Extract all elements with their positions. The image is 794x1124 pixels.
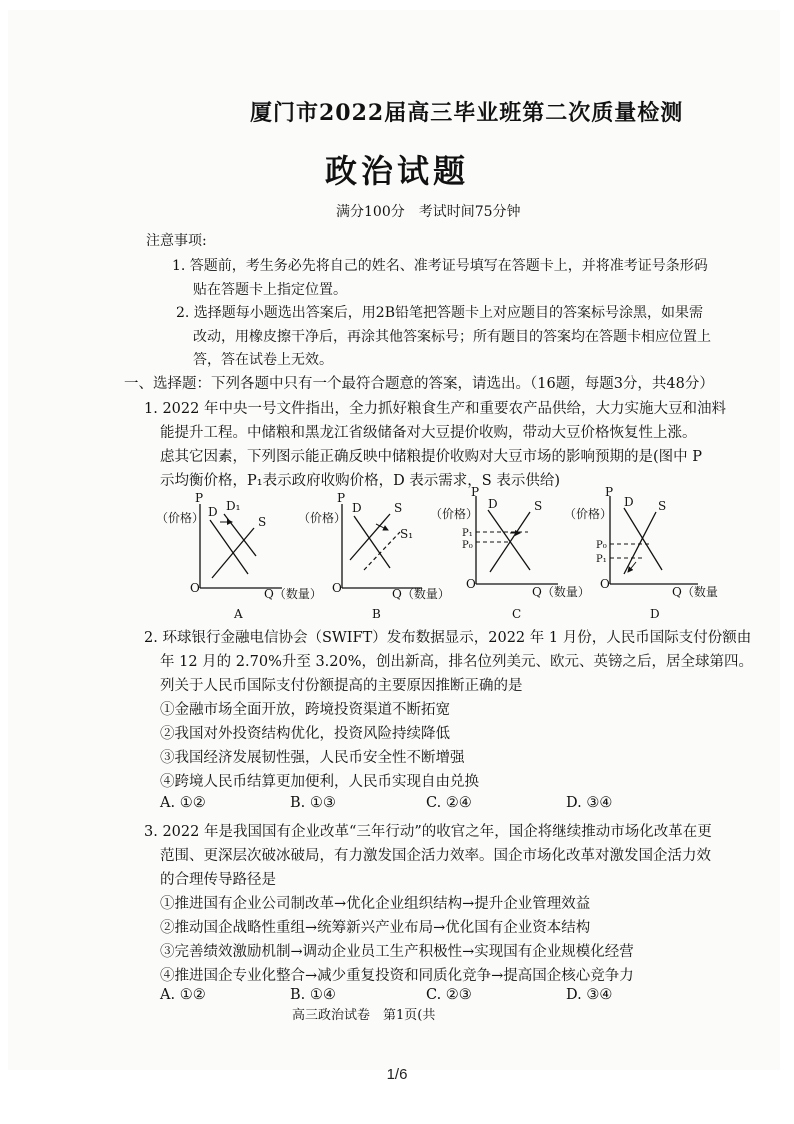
graph-b-origin: O xyxy=(332,581,342,595)
q2-choice-a: A. ①② xyxy=(160,795,206,811)
q3-option-3: ③完善绩效激励机制→调动企业员工生产积极性→实现国有企业规模化经营 xyxy=(160,944,634,960)
graph-d xyxy=(564,485,718,621)
graph-d-price-label: （价格） xyxy=(564,507,613,521)
graph-a-d1-label: D₁ xyxy=(226,499,241,513)
page-footer: 高三政治试卷 第1页(共 xyxy=(292,1008,436,1023)
q2-choice-d: D. ③④ xyxy=(566,795,613,811)
q3-choice-b: B. ①④ xyxy=(290,987,336,1003)
graph-a-s-label: S xyxy=(258,515,267,529)
graph-d-letter: D xyxy=(650,607,660,621)
graph-a-d-label: D xyxy=(208,505,218,519)
graph-c-d-label: D xyxy=(488,497,498,511)
graph-a-p-label: P xyxy=(195,491,204,505)
notice-item-2-line-3: 答，答在试卷上无效。 xyxy=(193,352,333,368)
graph-d-d-label: D xyxy=(624,495,634,509)
q1-line-4: 示均衡价格，P₁表示政府收购价格，D 表示需求，S 表示供给) xyxy=(160,473,561,489)
subject-title: 政治试题 xyxy=(324,152,469,190)
q3-line-2: 范围、更深层次破冰破局，有力激发国企活力效率。国企市场化改革对激发国企活力效 xyxy=(160,848,711,864)
graph-c-p-label: P xyxy=(471,485,480,499)
q2-line-1: 2. 环球银行金融电信协会（SWIFT）发布数据显示，2022 年 1 月份，人民币国际支付份额由 xyxy=(144,630,752,646)
graph-d-s-label: S xyxy=(658,499,667,513)
q2-option-1: ①金融市场全面开放，跨境投资渠道不断拓宽 xyxy=(160,702,450,718)
graph-b-p-label: P xyxy=(337,491,346,505)
section-heading: 一、选择题：下列各题中只有一个最符合题意的答案，请选出。（16题，每题3分，共48分） xyxy=(124,376,714,392)
graph-c-demand-curve xyxy=(488,510,530,570)
q3-choice-d: D. ③④ xyxy=(566,987,613,1003)
q3-option-2: ②推动国企战略性重组→统筹新兴产业布局→优化国有企业资本结构 xyxy=(160,920,591,936)
graph-a-demand-shifted-curve xyxy=(224,514,256,556)
graph-b-letter: B xyxy=(372,607,381,621)
graph-a-price-label: （价格） xyxy=(156,511,205,525)
exam-meta: 满分100分 考试时间75分钟 xyxy=(336,204,521,220)
graph-b-s1-label: S₁ xyxy=(400,527,414,541)
graph-b-shift-arrow xyxy=(376,524,388,530)
q2-choice-b: B. ①③ xyxy=(290,795,336,811)
graph-d-p-label: P xyxy=(605,485,614,499)
q1-line-3: 虑其它因素，下列图示能正确反映中储粮提价收购对大豆市场的影响预期的是(图中 P xyxy=(160,449,703,465)
graph-a-origin: O xyxy=(190,581,200,595)
notice-heading: 注意事项: xyxy=(146,233,207,249)
q3-line-1: 3. 2022 年是我国国有企业改革“三年行动”的收官之年，国企将继续推动市场化改革在更 xyxy=(144,824,712,840)
notice-item-2-line-1: 2. 选择题每小题选出答案后，用2B铅笔把答题卡上对应题目的答案标号涂黑，如果需 xyxy=(176,305,704,321)
q3-choice-a: A. ①② xyxy=(160,987,206,1003)
graph-c-p1-label: P₁ xyxy=(462,528,473,539)
graph-c-letter: C xyxy=(512,607,522,621)
graph-c-price-label: （价格） xyxy=(430,507,479,521)
graph-b-supply-curve xyxy=(350,514,390,560)
graph-c xyxy=(430,485,590,621)
graph-c-origin: O xyxy=(466,577,476,591)
graph-c-s-label: S xyxy=(534,499,543,513)
notice-item-2-line-2: 改动，用橡皮擦干净后，再涂其他答案标号；所有题目的答案均在答题卡相应位置上 xyxy=(193,329,711,345)
graph-d-p0-label: P₀ xyxy=(596,540,607,551)
graph-d-origin: O xyxy=(600,577,610,591)
exam-title: 厦门市2022届高三毕业班第二次质量检测 xyxy=(250,100,684,126)
graph-a-demand-curve xyxy=(210,520,248,574)
q2-option-3: ③我国经济发展韧性强，人民币安全性不断增强 xyxy=(160,750,465,766)
q2-option-4: ④跨境人民币结算更加便利，人民币实现自由兑换 xyxy=(160,774,479,790)
page-number: 1/6 xyxy=(386,1066,408,1083)
graph-b-demand-curve xyxy=(354,516,390,568)
graph-a-letter: A xyxy=(234,607,243,621)
graph-d-demand-curve xyxy=(624,508,662,570)
graph-d-q-label: Q（数量 xyxy=(672,585,718,599)
graph-b-q-label: Q（数量） xyxy=(392,587,450,601)
graph-d-supply-curve xyxy=(624,512,656,574)
graph-c-q-label: Q（数量） xyxy=(532,585,590,599)
graph-a-q-label: Q（数量） xyxy=(264,587,322,601)
q2-option-2: ②我国对外投资结构优化，投资风险持续降低 xyxy=(160,726,450,742)
graph-b-d-label: D xyxy=(352,501,362,515)
q2-line-3: 列关于人民币国际支付份额提高的主要原因推断正确的是 xyxy=(160,678,523,694)
q3-option-1: ①推进国有企业公司制改革→优化企业组织结构→提升企业管理效益 xyxy=(160,896,591,912)
q2-line-2: 年 12 月的 2.70%升至 3.20%，创出新高，排名位列美元、欧元、英镑之后，居全球第四。 xyxy=(160,654,754,670)
notice-item-1-line-1: 1. 答题前，考生务必先将自己的姓名、准考证号填写在答题卡上，并将准考证号条形码 xyxy=(172,258,708,274)
graph-b xyxy=(298,491,450,621)
graph-a xyxy=(156,491,322,621)
q3-option-4: ④推进国企专业化整合→减少重复投资和同质化竞争→提高国企核心竞争力 xyxy=(160,968,634,984)
q3-line-3: 的合理传导路径是 xyxy=(160,872,276,888)
q1-line-1: 1. 2022 年中央一号文件指出，全力抓好粮食生产和重要农产品供给，大力实施大豆和油料 xyxy=(144,401,726,417)
notice-item-1-line-2: 贴在答题卡上指定位置。 xyxy=(193,282,347,298)
q1-line-2: 能提升工程。中储粮和黑龙江省级储备对大豆提价收购，带动大豆价格恢复性上涨。 xyxy=(160,425,697,441)
graph-c-p0-label: P₀ xyxy=(462,540,473,551)
q1-graphs xyxy=(150,485,750,622)
q3-choice-c: C. ②③ xyxy=(426,987,472,1003)
graph-a-supply-curve xyxy=(212,528,254,578)
q2-choice-c: C. ②④ xyxy=(426,795,472,811)
graph-b-price-label: （价格） xyxy=(298,511,347,525)
graph-d-p1-label: P₁ xyxy=(596,554,607,565)
graph-b-s-label: S xyxy=(394,501,403,515)
